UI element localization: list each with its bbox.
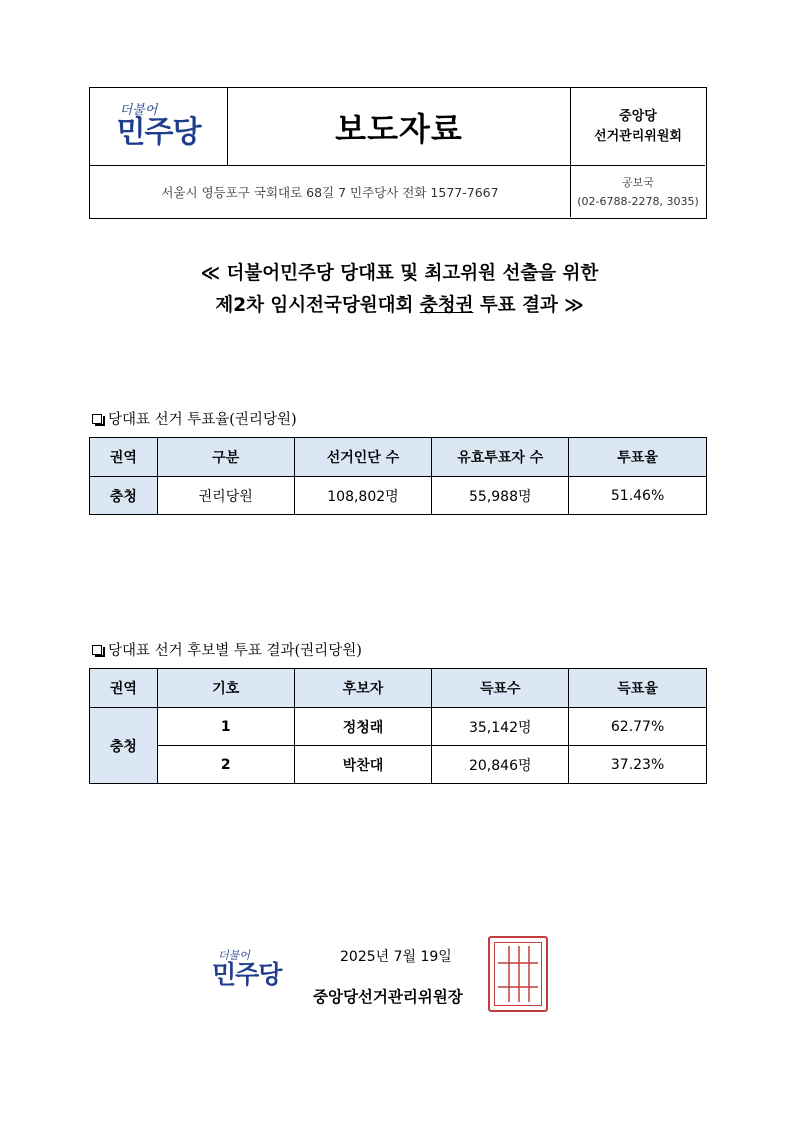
headline-line-2-pre: 제2차 임시전국당원대회: [215, 295, 420, 316]
logo-main-text: 민주당: [116, 115, 201, 150]
headline: [0, 258, 799, 322]
section-results-text: 당대표 선거 후보별 투표 결과(권리당원): [108, 643, 362, 659]
turnout-table: [89, 437, 707, 515]
votes-cell: 35,142명: [432, 708, 569, 746]
results-table: [89, 668, 707, 784]
vote-share-cell: 62.77%: [569, 708, 707, 746]
org-line-1: 중앙당: [619, 108, 657, 124]
signatory-title: 중앙당선거관리위원장: [313, 988, 463, 1006]
valid-voters-cell: 55,988명: [432, 477, 569, 515]
candidate-name-cell: 정청래: [294, 708, 432, 746]
column-header: 권역: [90, 669, 158, 708]
contact-department: 공보국: [622, 175, 654, 189]
seal-stroke: [528, 946, 530, 1002]
issue-date: 2025년 7월 19일: [340, 949, 452, 965]
press-header: [89, 87, 707, 219]
column-header: 유효투표자 수: [432, 438, 569, 477]
contact-info: [571, 166, 705, 217]
section-turnout-label: [92, 408, 297, 429]
column-header: 득표수: [432, 669, 569, 708]
candidate-number-cell: 1: [157, 708, 294, 746]
document-title: 보도자료: [228, 88, 571, 166]
electors-cell: 108,802명: [294, 477, 432, 515]
region-cell: 충청: [90, 477, 158, 515]
issuing-org: [571, 88, 705, 166]
org-line-2: 선거관리위원회: [594, 128, 682, 144]
column-header: 권역: [90, 438, 158, 477]
candidate-number-cell: 2: [157, 746, 294, 784]
footer-party-logo: [212, 950, 281, 989]
checkbox-bullet-icon: [92, 645, 102, 655]
table-row: [90, 477, 707, 515]
headline-region: 충청권: [419, 295, 474, 316]
column-header: 구분: [157, 438, 294, 477]
footer-logo-main-text: 민주당: [212, 960, 282, 989]
section-results-label: [92, 639, 362, 660]
seal-stroke: [498, 962, 538, 964]
vote-share-cell: 37.23%: [569, 746, 707, 784]
party-logo-cell: [90, 88, 228, 166]
member-type-cell: 권리당원: [157, 477, 294, 515]
table-header-row: [90, 669, 707, 708]
footer-logo-small-text: 더불어: [218, 949, 250, 962]
party-logo: [90, 88, 227, 165]
table-row: [90, 746, 707, 784]
column-header: 선거인단 수: [294, 438, 432, 477]
column-header: 득표율: [569, 669, 707, 708]
headline-line-1: ≪ 더불어민주당 당대표 및 최고위원 선출을 위한: [200, 263, 599, 284]
section-turnout-text: 당대표 선거 투표율(권리당원): [108, 412, 297, 428]
seal-stroke: [508, 946, 510, 1002]
table-row: [90, 708, 707, 746]
column-header: 기호: [157, 669, 294, 708]
seal-stroke: [498, 986, 538, 988]
contact-phone: (02-6788-2278, 3035): [577, 194, 699, 208]
column-header: 후보자: [294, 669, 432, 708]
official-seal: [488, 936, 548, 1012]
votes-cell: 20,846명: [432, 746, 569, 784]
table-header-row: [90, 438, 707, 477]
turnout-rate-cell: 51.46%: [569, 477, 707, 515]
seal-stroke: [518, 946, 520, 1002]
address-text: 서울시 영등포구 국회대로 68길 7 민주당사 전화 1577-7667: [90, 166, 571, 217]
headline-line-2: [0, 290, 799, 322]
region-cell: 충청: [90, 708, 158, 784]
logo-small-text: 더불어: [119, 103, 158, 118]
column-header: 투표율: [569, 438, 707, 477]
candidate-name-cell: 박찬대: [294, 746, 432, 784]
headline-line-2-post: 투표 결과 ≫: [473, 295, 584, 316]
checkbox-bullet-icon: [92, 414, 102, 424]
